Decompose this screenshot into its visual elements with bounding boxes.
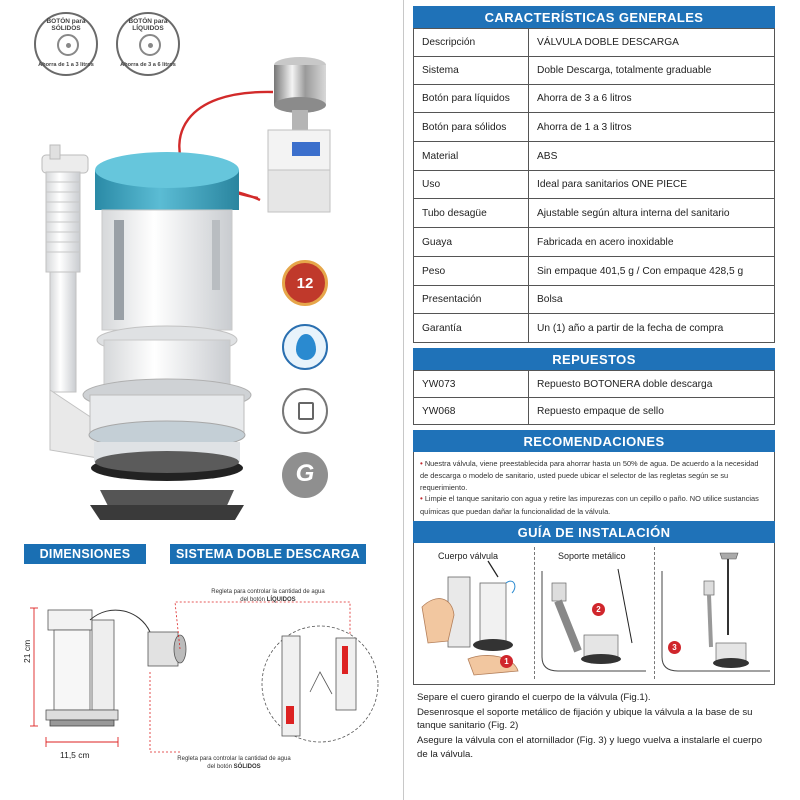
- water-drop-icon: [296, 334, 316, 360]
- row-key: Tubo desagüe: [414, 199, 529, 228]
- row-value: VÁLVULA DOBLE DESCARGA: [529, 29, 775, 57]
- width-dimension: 11,5 cm: [60, 750, 90, 760]
- valve-product-image: [30, 50, 390, 530]
- row-key: Uso: [414, 171, 529, 199]
- spares-title: REPUESTOS: [552, 352, 636, 367]
- brand-logo: [282, 452, 328, 498]
- spares-header: [413, 348, 775, 370]
- row-key: Peso: [414, 257, 529, 286]
- liquids-badge-title: BOTÓN para LÍQUIDOS: [128, 18, 168, 32]
- row-key: Presentación: [414, 286, 529, 314]
- table-row: [414, 398, 775, 425]
- table-row: [414, 113, 775, 142]
- recommendation-2: Limpie el tanque sanitario con agua y retire las impurezas con un cepillo o paño. NO utilice sustancias químicas que puedan dañar la funcionalidad de la válvula.: [420, 494, 759, 516]
- table-row: [414, 85, 775, 113]
- row-key: Material: [414, 142, 529, 171]
- table-row: [414, 257, 775, 286]
- row-value: Ideal para sanitarios ONE PIECE: [529, 171, 775, 199]
- installation-title: GUÍA DE INSTALACIÓN: [517, 525, 671, 541]
- general-table: [413, 28, 775, 343]
- bullet-icon: •: [420, 459, 423, 468]
- warranty-years: 12: [296, 275, 314, 292]
- table-row: [414, 142, 775, 171]
- table-row: [414, 57, 775, 85]
- recommendations-title: RECOMENDACIONES: [523, 434, 665, 449]
- spares-table: [413, 370, 775, 425]
- row-key: Guaya: [414, 228, 529, 257]
- bullet-icon: •: [420, 494, 423, 504]
- solids-badge-title: BOTÓN para SÓLIDOS: [46, 18, 86, 32]
- installation-steps: [413, 685, 775, 761]
- figure-separator: [534, 547, 535, 679]
- general-header: [413, 6, 775, 28]
- installation-header: [413, 521, 775, 543]
- liquids-caption-key: LÍQUIDOS: [266, 596, 296, 603]
- table-row: [414, 228, 775, 257]
- warranty-seal-icon: [282, 260, 328, 306]
- bag-icon: [298, 402, 314, 420]
- solids-badge-saving: Ahorra de 1 a 3 litros: [38, 62, 94, 68]
- table-row: [414, 29, 775, 57]
- solids-caption-key: SÓLIDOS: [233, 763, 261, 770]
- row-value: Ahorra de 1 a 3 litros: [529, 113, 775, 142]
- spare-description: Repuesto BOTONERA doble descarga: [529, 371, 775, 398]
- table-row: [414, 171, 775, 199]
- row-value: Ajustable según altura interna del sanitario: [529, 199, 775, 228]
- figure-3-illustration: [658, 547, 772, 679]
- step-2-marker: 2: [592, 603, 605, 616]
- row-value: Sin empaque 401,5 g / Con empaque 428,5 g: [529, 257, 775, 286]
- liquids-badge-saving: Ahorra de 3 a 6 litros: [120, 62, 176, 68]
- row-key: Descripción: [414, 29, 529, 57]
- spare-code: YW073: [414, 371, 529, 398]
- spare-description: Repuesto empaque de sello: [529, 398, 775, 425]
- step-3-marker: 3: [668, 641, 681, 654]
- step-3-text: Asegure la válvula con el atornillador (Fig. 3) y luego vuelva a instalarle el cuerpo de la válvula.: [417, 735, 763, 760]
- figure-separator: [654, 547, 655, 679]
- row-value: Un (1) año a partir de la fecha de compra: [529, 314, 775, 343]
- brand-letter: G: [295, 460, 315, 487]
- recommendation-1: Nuestra válvula, viene preestablecida para ahorrar hasta un 50% de agua. De acuerdo a la necesidad de descarga o modelo de sanitario, usted puede ubicar el selector de las regletas según se su requerimiento.: [420, 459, 759, 492]
- solids-caption-text: Regleta para controlar la cantidad de agua del botón: [177, 756, 291, 770]
- step-2-text: Desenrosque el soporte metálico de fijación y ubique la válvula a la base de su tanque sanitario (Fig. 2): [417, 706, 753, 732]
- row-value: Bolsa: [529, 286, 775, 314]
- spare-code: YW068: [414, 398, 529, 425]
- list-item: [420, 458, 768, 493]
- step-1-marker: 1: [500, 655, 513, 668]
- row-key: Sistema: [414, 57, 529, 85]
- figure-1-label: Cuerpo válvula: [438, 551, 499, 562]
- row-value: ABS: [529, 142, 775, 171]
- dimensions-title: DIMENSIONES: [39, 547, 131, 561]
- row-value: Fabricada en acero inoxidable: [529, 228, 775, 257]
- bag-available-icon: [282, 388, 328, 434]
- recommendations-header: [413, 430, 775, 452]
- row-key: Garantía: [414, 314, 529, 343]
- column-divider: [403, 0, 404, 800]
- height-dimension: 21 cm: [22, 639, 32, 663]
- row-key: Botón para líquidos: [414, 85, 529, 113]
- installation-figures: [413, 543, 775, 685]
- recommendations-text: [413, 452, 775, 521]
- dual-system-title: SISTEMA DOBLE DESCARGA: [176, 547, 360, 561]
- row-value: Doble Descarga, totalmente graduable: [529, 57, 775, 85]
- dual-system-header: [170, 544, 366, 564]
- dimensions-header: [24, 544, 146, 564]
- step-1-text: Separe el cuero girando el cuerpo de la válvula (Fig.1).: [417, 692, 651, 704]
- figure-2-label: Soporte metálico: [558, 551, 626, 562]
- list-item: [420, 493, 768, 517]
- table-row: [414, 199, 775, 228]
- general-title: CARACTERÍSTICAS GENERALES: [484, 10, 704, 25]
- liquids-rail-caption: [210, 589, 326, 604]
- row-value: Ahorra de 3 a 6 litros: [529, 85, 775, 113]
- figure-1-illustration: [418, 547, 530, 679]
- row-key: Botón para sólidos: [414, 113, 529, 142]
- table-row: [414, 371, 775, 398]
- solids-rail-caption: [176, 756, 292, 771]
- water-saving-icon: [282, 324, 328, 370]
- spec-panel: [413, 6, 775, 762]
- table-row: [414, 286, 775, 314]
- liquids-caption-text: Regleta para controlar la cantidad de agua del botón: [211, 589, 325, 603]
- table-row: [414, 314, 775, 343]
